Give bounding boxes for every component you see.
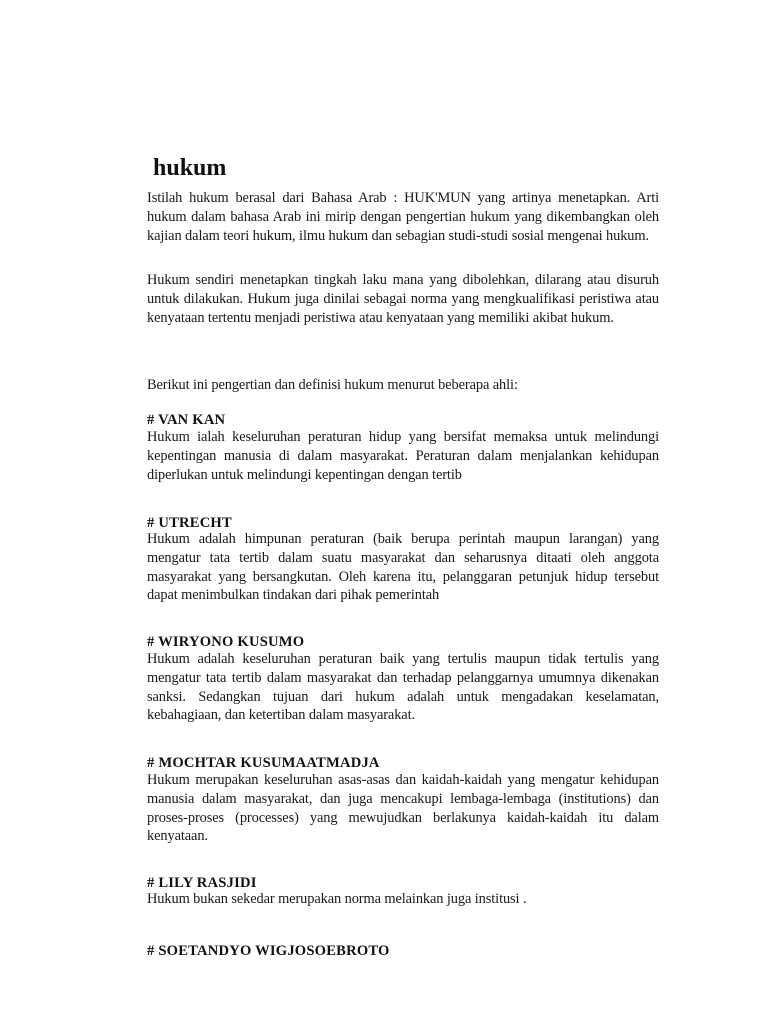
expert-text-van-kan: Hukum ialah keseluruhan peraturan hidup yang bersifat memaksa untuk melindungi kepentingan manusia di dalam masyarakat. Peraturan dalam menjalankan kehidupan diperlukan untuk melindungi kepentingan dengan tertib <box>147 429 659 483</box>
expert-text-mochtar-kusumaatmadja: Hukum merupakan keseluruhan asas-asas dan kaidah-kaidah yang mengatur kehidupan manusia dalam masyarakat, dan juga mencakupi lembaga-lembaga (institutions) dan proses-proses (processes) yang mewujudkan berlakunya kaidah-kaidah itu dalam kenyataan. <box>147 772 659 845</box>
expert-text-utrecht: Hukum adalah himpunan peraturan (baik berupa perintah maupun larangan) yang mengatur tata tertib dalam suatu masyarakat dan seharusnya ditaati oleh anggota masyarakat yang bersangkutan. Oleh karena itu, pelanggaran petunjuk hidup tersebut dapat menimbulkan tindakan dari pihak pemerintah <box>147 531 659 604</box>
intro-paragraph-2: Hukum sendiri menetapkan tingkah laku mana yang dibolehkan, dilarang atau disuruh untuk dilakukan. Hukum juga dinilai sebagai norma yang mengkualifikasi peristiwa atau kenyataan tertentu menjadi peristiwa atau kenyataan yang memiliki akibat hukum. <box>147 272 659 326</box>
expert-heading-utrecht: # UTRECHT <box>147 515 232 531</box>
intro-paragraph-1: Istilah hukum berasal dari Bahasa Arab : HUK'MUN yang artinya menetapkan. Arti hukum dalam bahasa Arab ini mirip dengan pengertian hukum yang dikembangkan oleh kajian dalam teori hukum, ilmu hukum dan sebagian studi-studi sosial mengenai hukum. <box>147 190 659 244</box>
expert-heading-soetandyo-wigjosoebroto: # SOETANDYO WIGJOSOEBROTO <box>147 943 390 959</box>
expert-text-lily-rasjidi: Hukum bukan sekedar merupakan norma melainkan juga institusi . <box>147 891 527 907</box>
expert-heading-wiryono-kusumo: # WIRYONO KUSUMO <box>147 634 305 650</box>
document-title: hukum <box>153 155 227 181</box>
expert-heading-lily-rasjidi: # LILY RASJIDI <box>147 875 257 891</box>
expert-heading-mochtar-kusumaatmadja: # MOCHTAR KUSUMAATMADJA <box>147 755 380 771</box>
intro-paragraph-3: Berikut ini pengertian dan definisi hukum menurut beberapa ahli: <box>147 377 518 393</box>
expert-text-wiryono-kusumo: Hukum adalah keseluruhan peraturan baik yang tertulis maupun tidak tertulis yang mengatur tata tertib dalam masyarakat dan terhadap pelanggarnya umumnya dikenakan sanksi. Sedangkan tujuan dari hukum adalah untuk mengadakan keselamatan, kebahagiaan, dan ketertiban dalam masyarakat. <box>147 651 659 724</box>
expert-heading-van-kan: # VAN KAN <box>147 412 226 428</box>
